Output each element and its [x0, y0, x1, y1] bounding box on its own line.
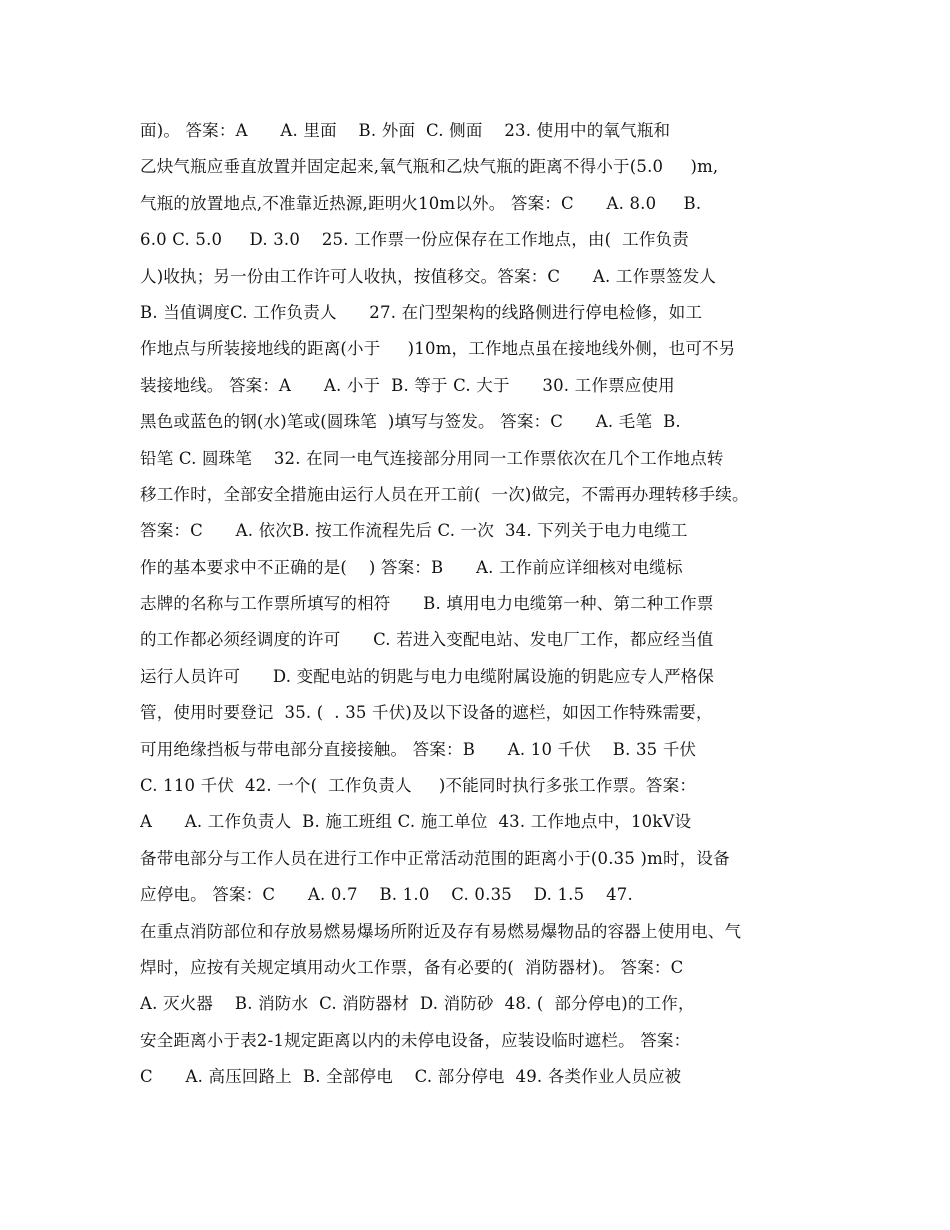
text-line-16: 运行人员许可 D. 变配电站的钥匙与电力电缆附属设施的钥匙应专人严格保	[140, 666, 715, 686]
text-line-3: 气瓶的放置地点,不准靠近热源,距明火10m以外。 答案：C A. 8.0 B.	[140, 193, 702, 213]
text-line-26: 安全距离小于表2-1规定距离以内的未停电设备，应装设临时遮栏。 答案：	[140, 1030, 691, 1050]
text-line-1: 面)。 答案：A A. 里面 B. 外面 C. 侧面 23. 使用中的氧气瓶和	[140, 121, 671, 140]
text-line-23: 在重点消防部位和存放易燃易爆场所附近及存有易燃易爆物品的容器上使用电、气	[140, 921, 742, 941]
text-line-25: A. 灭火器 B. 消防水 C. 消防器材 D. 消防砂 48. ( 部分停电)的工作，	[140, 994, 695, 1014]
text-line-15: 的工作都必须经调度的许可 C. 若进入变配电站、发电厂工作，都应经当值	[140, 630, 714, 650]
text-line-12: 答案：C A. 依次B. 按工作流程先后 C. 一次 34. 下列关于电力电缆工	[140, 521, 688, 541]
text-line-21: 备带电部分与工作人员在进行工作中正常活动范围的距离小于(0.35 )m时，设备	[140, 848, 730, 868]
text-line-19: C. 110 千伏 42. 一个( 工作负责人 )不能同时执行多张工作票。答案：	[140, 776, 697, 796]
text-line-13: 作的基本要求中不正确的是( ) 答案：B A. 工作前应详细核对电缆标	[140, 557, 683, 577]
text-line-7: 作地点与所装接地线的距离(小于 )10m，工作地点虽在接地线外侧，也可不另	[140, 339, 736, 359]
text-line-9: 黑色或蓝色的钢(水)笔或(圆珠笔 )填写与签发。 答案：C A. 毛笔 B.	[140, 412, 681, 432]
text-line-14: 志牌的名称与工作票所填写的相符 B. 填用电力电缆第一种、第二种工作票	[140, 594, 714, 614]
text-line-18: 可用绝缘挡板与带电部分直接接触。 答案：B A. 10 千伏 B. 35 千伏	[140, 739, 697, 759]
text-line-22: 应停电。 答案：C A. 0.7 B. 1.0 C. 0.35 D. 1.5 47.	[140, 885, 633, 905]
text-line-11: 移工作时，全部安全措施由运行人员在开工前( 一次)做完，不需再办理转移手续。	[140, 484, 749, 504]
text-line-20: A A. 工作负责人 B. 施工班组 C. 施工单位 43. 工作地点中，10kV设	[140, 812, 692, 832]
text-line-4: 6.0 C. 5.0 D. 3.0 25. 工作票一份应保存在工作地点，由( 工作负责	[140, 230, 689, 250]
text-line-27: C A. 高压回路上 B. 全部停电 C. 部分停电 49. 各类作业人员应被	[140, 1067, 682, 1087]
text-line-10: 铅笔 C. 圆珠笔 32. 在同一电气连接部分用同一工作票依次在几个工作地点转	[140, 448, 724, 468]
text-line-2: 乙炔气瓶应垂直放置并固定起来,氧气瓶和乙炔气瓶的距离不得小于(5.0 )m,	[140, 157, 719, 177]
text-line-5: 人)收执；另一份由工作许可人收执，按值移交。答案：C A. 工作票签发人	[140, 266, 717, 286]
text-line-6: B. 当值调度C. 工作负责人 27. 在门型架构的线路侧进行停电检修，如工	[140, 302, 703, 322]
text-line-17: 管，使用时要登记 35. ( . 35 千伏)及以下设备的遮栏，如因工作特殊需要，	[140, 703, 713, 723]
text-line-8: 装接地线。 答案：A A. 小于 B. 等于 C. 大于 30. 工作票应使用	[140, 375, 675, 395]
document-text-body	[140, 116, 820, 1099]
text-line-24: 焊时，应按有关规定填用动火工作票，备有必要的( 消防器材)。 答案：C	[140, 957, 684, 977]
